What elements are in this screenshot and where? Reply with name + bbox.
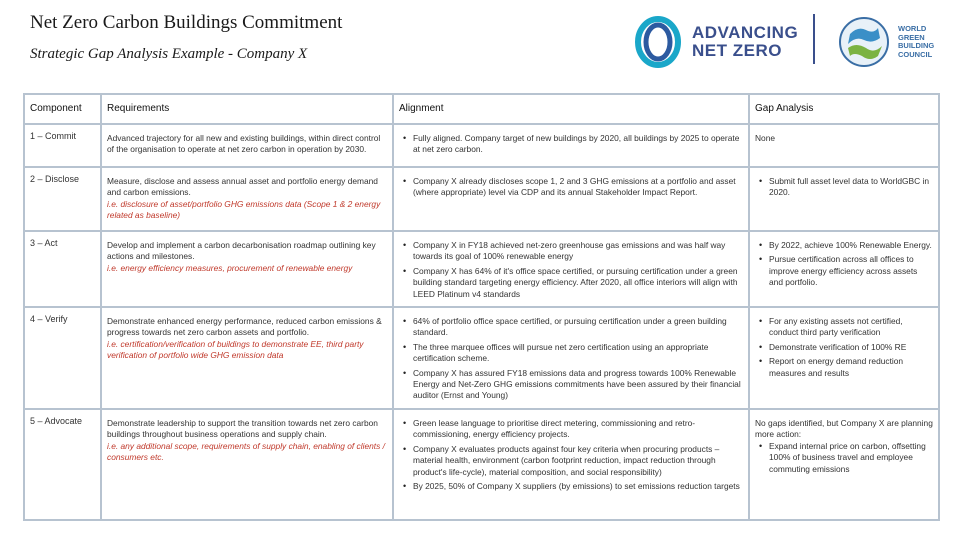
anz-line1: ADVANCING <box>692 23 799 42</box>
alignment-item: • Company X in FY18 achieved net-zero greenhouse gas emissions and was half way towards its goal of 100% renewable energy <box>413 240 743 263</box>
gap-cell <box>749 409 939 520</box>
globe-icon <box>836 14 892 70</box>
alignment-item: • Company X has assured FY18 emissions data and progress towards 100% Renewable Energy and Net-Zero GHG emissions commitments have been assured by their financial auditor (Ernst and Young) <box>413 368 743 402</box>
requirement-text: Measure, disclose and assess annual asset and portfolio energy demand and carbon emissions. <box>107 176 378 198</box>
component-cell: 3 – Act <box>24 231 101 307</box>
component-cell: 5 – Advocate <box>24 409 101 520</box>
wgbc-line3: BUILDING <box>898 41 935 50</box>
wgbc-line4: COUNCIL <box>898 49 933 59</box>
header-requirements: Requirements <box>101 94 393 124</box>
page-subtitle: Strategic Gap Analysis Example - Company X <box>30 46 308 62</box>
header-alignment: Alignment <box>393 94 749 124</box>
gap-text: No gaps identified, but Company X are planning more action: <box>755 417 933 440</box>
header-component: Component <box>24 94 101 124</box>
table-row <box>24 307 939 409</box>
gap-item: • Pursue certification across all offices to improve energy efficiency across assets and portfolio. <box>769 254 933 288</box>
anz-line2: NET ZERO <box>692 41 782 60</box>
gap-item: • By 2022, achieve 100% Renewable Energy. <box>769 240 933 251</box>
requirements-cell <box>101 307 393 409</box>
wgbc-line1: WORLD <box>898 24 927 33</box>
gap-item: • Expand internal price on carbon, offsetting 100% of business travel and employee commuting emissions <box>769 441 933 475</box>
gap-text: None <box>755 133 776 143</box>
alignment-item: • Company X evaluates products against four key criteria when procuring products – material health, environment (carbon footprint reduction, impact reduction through product's life-cycle), material composition, and social responsibility) <box>413 444 743 478</box>
alignment-item: • By 2025, 50% of Company X suppliers (by emissions) to set emissions reduction targets <box>413 481 743 492</box>
table-header-row <box>24 94 939 124</box>
requirement-note: i.e. any additional scope, requirements of supply chain, enabling of clients / consumers etc. <box>107 440 385 463</box>
component-cell: 1 – Commit <box>24 124 101 167</box>
advancing-net-zero-logo <box>632 14 798 70</box>
page-title: Net Zero Carbon Buildings Commitment <box>30 12 343 33</box>
table-row <box>24 124 939 167</box>
wgbc-logo <box>836 14 934 70</box>
requirements-cell <box>101 124 393 167</box>
requirement-note: i.e. certification/verification of buildings to demonstrate EE, third party verification of portfolio wide GHG emission data <box>107 338 364 361</box>
logo-divider <box>813 14 815 64</box>
gap-cell <box>749 231 939 307</box>
component-cell: 4 – Verify <box>24 307 101 409</box>
requirements-cell <box>101 231 393 307</box>
alignment-cell <box>393 231 749 307</box>
alignment-item: • The three marquee offices will pursue net zero certification using an appropriate certification scheme. <box>413 342 743 365</box>
gap-cell <box>749 167 939 231</box>
header-gap-analysis: Gap Analysis <box>749 94 939 124</box>
requirement-note: i.e. energy efficiency measures, procurement of renewable energy <box>107 262 353 273</box>
table-row <box>24 409 939 520</box>
alignment-item: • Company X already discloses scope 1, 2 and 3 GHG emissions at a portfolio and asset (where appropriate) level via CDP and its annual Stakeholder Impact Report. <box>413 176 743 199</box>
alignment-cell <box>393 124 749 167</box>
requirement-text: Demonstrate enhanced energy performance, reduced carbon emissions & progress towards net zero carbon assets and portfolio. <box>107 316 382 338</box>
gap-analysis-table <box>23 93 940 521</box>
alignment-item: • Company X has 64% of it's office space certified, or pursuing certification under a green building standard targeting energy efficiency. After 2020, all office interiors will align with LEED Platinum v4 standards <box>413 266 743 300</box>
component-cell: 2 – Disclose <box>24 167 101 231</box>
gap-item: • Submit full asset level data to WorldGBC in 2020. <box>769 176 933 199</box>
requirements-cell <box>101 167 393 231</box>
table-row <box>24 167 939 231</box>
alignment-cell <box>393 167 749 231</box>
anz-ring-icon <box>632 16 684 68</box>
requirement-text: Develop and implement a carbon decarbonisation roadmap outlining key actions and milestones. <box>107 240 376 262</box>
wgbc-line2: GREEN <box>898 32 925 42</box>
gap-cell <box>749 307 939 409</box>
requirements-cell <box>101 409 393 520</box>
alignment-item: • Green lease language to prioritise direct metering, commissioning and retro-commissioning, energy efficiency projects. <box>413 418 743 441</box>
gap-item: • Demonstrate verification of 100% RE <box>769 342 933 353</box>
requirement-text: Advanced trajectory for all new and existing buildings, within direct control of the organisation to operate at net zero carbon in operation by 2030. <box>107 133 381 155</box>
requirement-note: i.e. disclosure of asset/portfolio GHG emissions data (Scope 1 & 2 energy related as baseline) <box>107 198 381 221</box>
alignment-item: • Fully aligned. Company target of new buildings by 2020, all buildings by 2025 to operate at net zero carbon. <box>413 133 743 156</box>
requirement-text: Demonstrate leadership to support the transition towards net zero carbon buildings throughout business operations and supply chain. <box>107 417 378 440</box>
gap-item: • Report on energy demand reduction measures and results <box>769 356 933 379</box>
gap-cell <box>749 124 939 167</box>
alignment-cell <box>393 409 749 520</box>
alignment-item: • 64% of portfolio office space certified, or pursuing certification under a green building standard. <box>413 316 743 339</box>
table-row <box>24 231 939 307</box>
gap-item: • For any existing assets not certified, conduct third party verification <box>769 316 933 339</box>
alignment-cell <box>393 307 749 409</box>
